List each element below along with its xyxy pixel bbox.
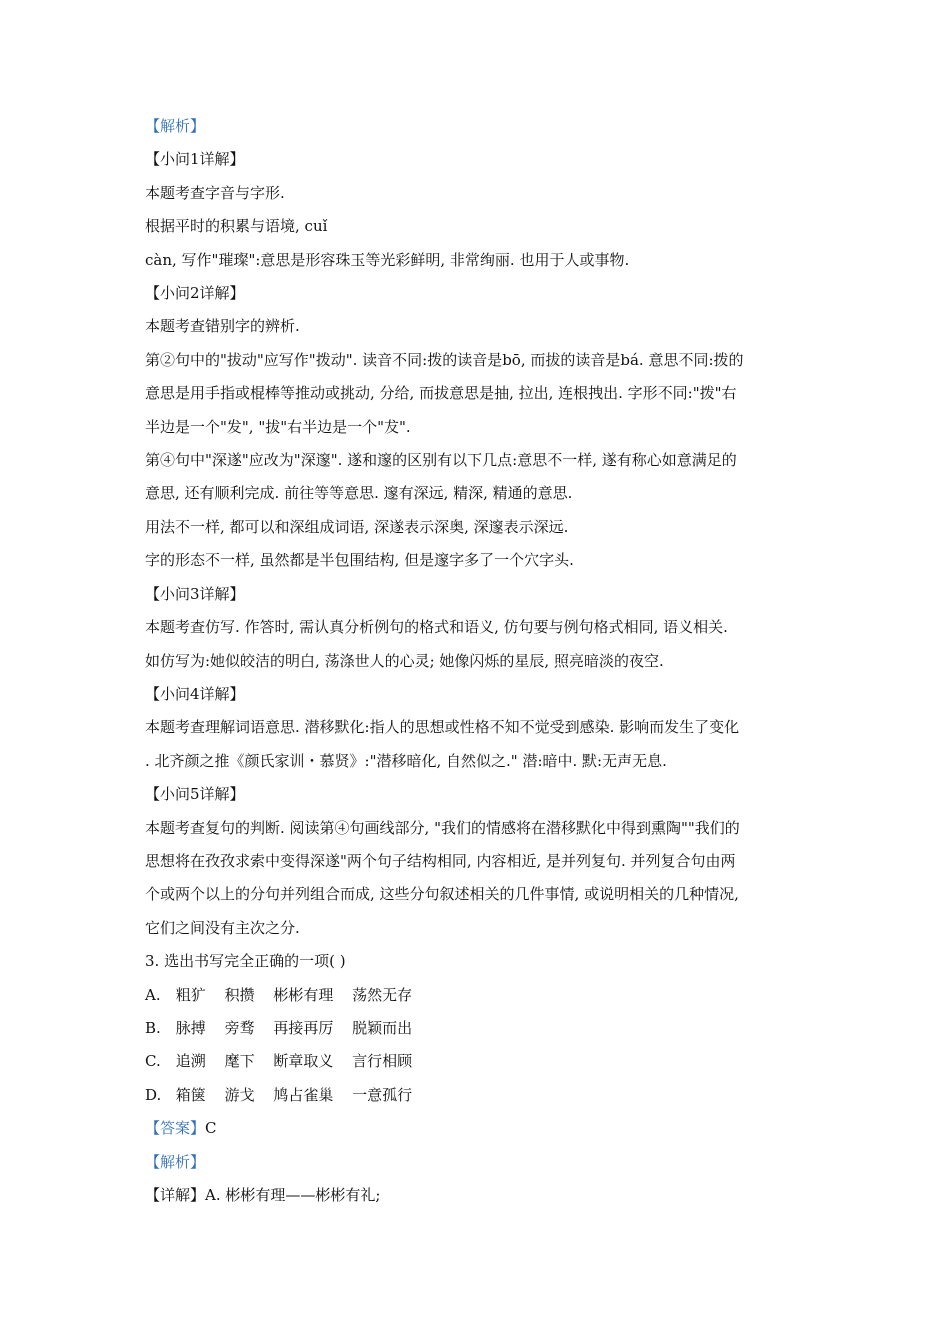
option-word: 鸠占雀巢	[273, 1085, 334, 1104]
detail-tag: 【详解】	[145, 1186, 206, 1204]
question-stem: 3. 选出书写完全正确的一项( )	[145, 952, 346, 971]
option-word: 断章取义	[273, 1052, 334, 1071]
option-letter: A.	[145, 985, 161, 1004]
option-word: 箱箧	[175, 1085, 206, 1104]
subquestion-4-heading: 【小问4详解】	[145, 684, 245, 703]
option-c	[145, 1045, 810, 1078]
paragraph-line: 字的形态不一样, 虽然都是半包围结构, 但是邃字多了一个穴字头.	[145, 551, 574, 570]
option-a	[145, 979, 810, 1012]
paragraph-line: 个或两个以上的分句并列组合而成, 这些分句叙述相关的几件事情, 或说明相关的几种情况,	[145, 885, 739, 904]
option-word: 荡然无存	[352, 985, 413, 1004]
option-letter: C.	[145, 1052, 161, 1071]
paragraph-line: 本题考查字音与字形.	[145, 183, 285, 202]
option-word: 游戈	[224, 1085, 255, 1104]
option-word: 再接再厉	[273, 1018, 334, 1037]
paragraph-line: 第②句中的"拔动"应写作"拨动". 读音不同:拨的读音是bō, 而拔的读音是bá. 意思不同:拨的	[145, 350, 744, 369]
option-word: 彬彬有理	[273, 985, 334, 1004]
option-word: 粗犷	[175, 985, 206, 1004]
paragraph-line: 本题考查理解词语意思. 潜移默化:指人的思想或性格不知不觉受到感染. 影响而发生了变化	[145, 718, 740, 737]
paragraph-line: 如仿写为:她似皎洁的明白, 荡涤世人的心灵; 她像闪烁的星辰, 照亮暗淡的夜空.	[145, 651, 664, 670]
paragraph-line: 思想将在孜孜求索中变得深遂"两个句子结构相同, 内容相近, 是并列复句. 并列复合句由两	[145, 851, 736, 870]
option-word: 旁骛	[224, 1018, 255, 1037]
option-word: 脱颖而出	[352, 1018, 413, 1037]
paragraph-line: 本题考查错别字的辨析.	[145, 317, 300, 336]
paragraph-line: 意思是用手指或棍棒等推动或挑动, 分给, 而拔意思是抽, 拉出, 连根拽出. 字形不同:"拨"右	[145, 384, 737, 403]
answer-tag: 【答案】	[145, 1119, 206, 1138]
option-word: 一意孤行	[352, 1085, 413, 1104]
paragraph-line: 半边是一个"发", "拔"右半边是一个"犮".	[145, 417, 411, 436]
detail-line	[145, 1179, 810, 1212]
detail-text: A. 彬彬有理——彬彬有礼;	[205, 1186, 381, 1204]
paragraph-line: 第④句中"深遂"应改为"深邃". 遂和邃的区别有以下几点:意思不一样, 遂有称心如意满足的	[145, 451, 737, 470]
option-word: 积攒	[224, 985, 255, 1004]
document-page	[145, 110, 810, 1212]
answer-value: C	[205, 1119, 217, 1138]
option-letter: B.	[145, 1018, 161, 1037]
analysis-heading: 【解析】	[145, 117, 206, 135]
analysis-heading-2: 【解析】	[145, 1152, 206, 1171]
option-word: 言行相顾	[352, 1052, 413, 1071]
paragraph-line: 用法不一样, 都可以和深组成词语, 深遂表示深奥, 深邃表示深远.	[145, 517, 569, 536]
paragraph-line: 本题考查复句的判断. 阅读第④句画线部分, "我们的情感将在潜移默化中得到熏陶""我们的	[145, 818, 740, 837]
paragraph-line: 根据平时的积累与语境, cuǐ	[145, 217, 328, 236]
option-word: 麾下	[224, 1052, 255, 1071]
subquestion-2-heading: 【小问2详解】	[145, 284, 245, 303]
answer-line	[145, 1112, 810, 1145]
subquestion-3-heading: 【小问3详解】	[145, 584, 245, 603]
paragraph-line: 意思, 还有顺利完成. 前往等等意思. 邃有深远, 精深, 精通的意思.	[145, 484, 573, 503]
paragraph-line: 它们之间没有主次之分.	[145, 918, 300, 937]
paragraph-line: 本题考查仿写. 作答时, 需认真分析例句的格式和语义, 仿句要与例句格式相同, 语义相关.	[145, 618, 728, 637]
option-letter: D.	[145, 1085, 162, 1104]
option-d	[145, 1079, 810, 1112]
subquestion-1-heading: 【小问1详解】	[145, 150, 245, 169]
paragraph-line: càn, 写作"璀璨":意思是形容珠玉等光彩鲜明, 非常绚丽. 也用于人或事物.	[145, 250, 630, 269]
subquestion-5-heading: 【小问5详解】	[145, 785, 245, 804]
paragraph-line: . 北齐颜之推《颜氏家训・慕贤》:"潜移暗化, 自然似之." 潜:暗中. 默:无声无息.	[145, 751, 667, 770]
option-word: 追溯	[175, 1052, 206, 1071]
option-b	[145, 1012, 810, 1045]
option-word: 脉搏	[175, 1018, 206, 1037]
